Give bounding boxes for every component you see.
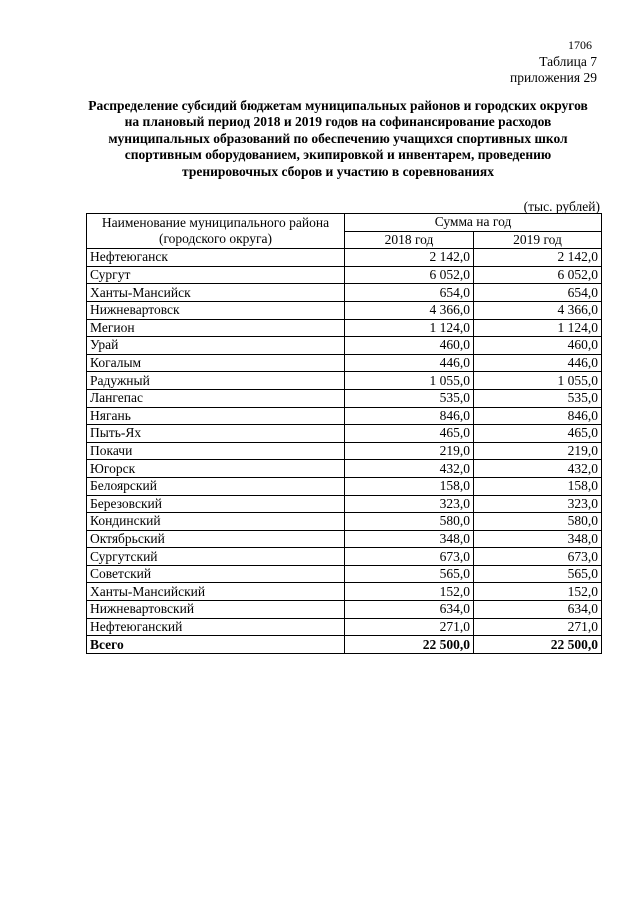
header-sum-per-year: Сумма на год <box>345 214 602 232</box>
municipality-name: Пыть-Ях <box>87 425 345 443</box>
table-row <box>87 249 602 267</box>
header-municipality <box>87 214 345 249</box>
document-title: Распределение субсидий бюджетам муниципальных районов и городских округов на плановый период 2018 и 2019 годов на софинансирование расходов муниципальных образований по обеспечению учащихся спортивных школ спортивным оборудованием, экипировкой и инвентарем, проведению тренировочных сборов и участию в соревнованиях <box>88 98 588 179</box>
municipality-name: Когалым <box>87 354 345 372</box>
municipality-name: Радужный <box>87 372 345 390</box>
table-row <box>87 460 602 478</box>
value-2019: 446,0 <box>474 354 602 372</box>
municipality-name: Лангепас <box>87 389 345 407</box>
value-2018: 654,0 <box>345 284 474 302</box>
header-year-2018: 2018 год <box>345 231 474 249</box>
value-2019: 6 052,0 <box>474 266 602 284</box>
value-2019: 271,0 <box>474 618 602 636</box>
table-row <box>87 495 602 513</box>
value-2019: 158,0 <box>474 477 602 495</box>
table-row <box>87 284 602 302</box>
value-2018: 348,0 <box>345 530 474 548</box>
municipality-name: Ханты-Мансийский <box>87 583 345 601</box>
municipality-name: Нефтеюганск <box>87 249 345 267</box>
table-header <box>87 214 602 249</box>
value-2018: 565,0 <box>345 565 474 583</box>
table-row <box>87 530 602 548</box>
table-row <box>87 319 602 337</box>
value-2018: 634,0 <box>345 601 474 619</box>
value-2018: 580,0 <box>345 513 474 531</box>
value-2019: 846,0 <box>474 407 602 425</box>
appendix-reference <box>510 54 597 86</box>
header-municipality-line2: (городского округа) <box>158 231 273 247</box>
value-2019: 4 366,0 <box>474 301 602 319</box>
value-2018: 6 052,0 <box>345 266 474 284</box>
value-2019: 152,0 <box>474 583 602 601</box>
table-row <box>87 565 602 583</box>
table-row <box>87 337 602 355</box>
table-row <box>87 425 602 443</box>
value-2019: 673,0 <box>474 548 602 566</box>
municipality-name: Покачи <box>87 442 345 460</box>
value-2018: 271,0 <box>345 618 474 636</box>
municipality-name: Урай <box>87 337 345 355</box>
value-2019: 465,0 <box>474 425 602 443</box>
value-2019: 580,0 <box>474 513 602 531</box>
appendix-label: приложения 29 <box>509 70 597 85</box>
table-row <box>87 618 602 636</box>
value-2018: 219,0 <box>345 442 474 460</box>
value-2019: 432,0 <box>474 460 602 478</box>
value-2019: 1 055,0 <box>474 372 602 390</box>
municipality-name: Кондинский <box>87 513 345 531</box>
table-row <box>87 548 602 566</box>
table-row <box>87 442 602 460</box>
value-2018: 673,0 <box>345 548 474 566</box>
value-2018: 465,0 <box>345 425 474 443</box>
municipality-name: Югорск <box>87 460 345 478</box>
municipality-name: Нижневартовск <box>87 301 345 319</box>
total-2019: 22 500,0 <box>474 636 602 654</box>
total-2018: 22 500,0 <box>345 636 474 654</box>
municipality-name: Ханты-Мансийск <box>87 284 345 302</box>
municipality-name: Нефтеюганский <box>87 618 345 636</box>
table-reference: Таблица 7 <box>539 54 597 69</box>
header-year-2019: 2019 год <box>474 231 602 249</box>
value-2018: 446,0 <box>345 354 474 372</box>
value-2018: 152,0 <box>345 583 474 601</box>
value-2019: 654,0 <box>474 284 602 302</box>
municipality-name: Березовский <box>87 495 345 513</box>
value-2019: 348,0 <box>474 530 602 548</box>
table-row <box>87 301 602 319</box>
total-label: Всего <box>87 636 345 654</box>
units-label: (тыс. рублей) <box>523 199 600 214</box>
value-2018: 1 055,0 <box>345 372 474 390</box>
value-2018: 432,0 <box>345 460 474 478</box>
municipality-name: Сургут <box>87 266 345 284</box>
municipality-name: Советский <box>87 565 345 583</box>
table-row <box>87 389 602 407</box>
header-municipality-line1: Наименование муниципального района <box>101 215 330 231</box>
value-2018: 1 124,0 <box>345 319 474 337</box>
municipality-name: Нижневартовский <box>87 601 345 619</box>
table-row <box>87 477 602 495</box>
value-2019: 460,0 <box>474 337 602 355</box>
table-row <box>87 513 602 531</box>
municipality-name: Октябрьский <box>87 530 345 548</box>
municipality-name: Мегион <box>87 319 345 337</box>
value-2018: 2 142,0 <box>345 249 474 267</box>
municipality-name: Нягань <box>87 407 345 425</box>
value-2018: 535,0 <box>345 389 474 407</box>
value-2018: 323,0 <box>345 495 474 513</box>
table-row <box>87 583 602 601</box>
table-row <box>87 372 602 390</box>
value-2018: 460,0 <box>345 337 474 355</box>
municipality-name: Белоярский <box>87 477 345 495</box>
value-2018: 846,0 <box>345 407 474 425</box>
value-2018: 158,0 <box>345 477 474 495</box>
value-2019: 2 142,0 <box>474 249 602 267</box>
subsidies-table <box>86 213 602 654</box>
table-row <box>87 354 602 372</box>
value-2019: 535,0 <box>474 389 602 407</box>
value-2019: 219,0 <box>474 442 602 460</box>
value-2019: 323,0 <box>474 495 602 513</box>
value-2019: 634,0 <box>474 601 602 619</box>
table-row <box>87 407 602 425</box>
total-row <box>87 636 602 654</box>
municipality-name: Сургутский <box>87 548 345 566</box>
table-row <box>87 601 602 619</box>
table-body <box>87 249 602 636</box>
value-2019: 565,0 <box>474 565 602 583</box>
value-2019: 1 124,0 <box>474 319 602 337</box>
table-row <box>87 266 602 284</box>
value-2018: 4 366,0 <box>345 301 474 319</box>
page-number: 1706 <box>568 38 592 52</box>
